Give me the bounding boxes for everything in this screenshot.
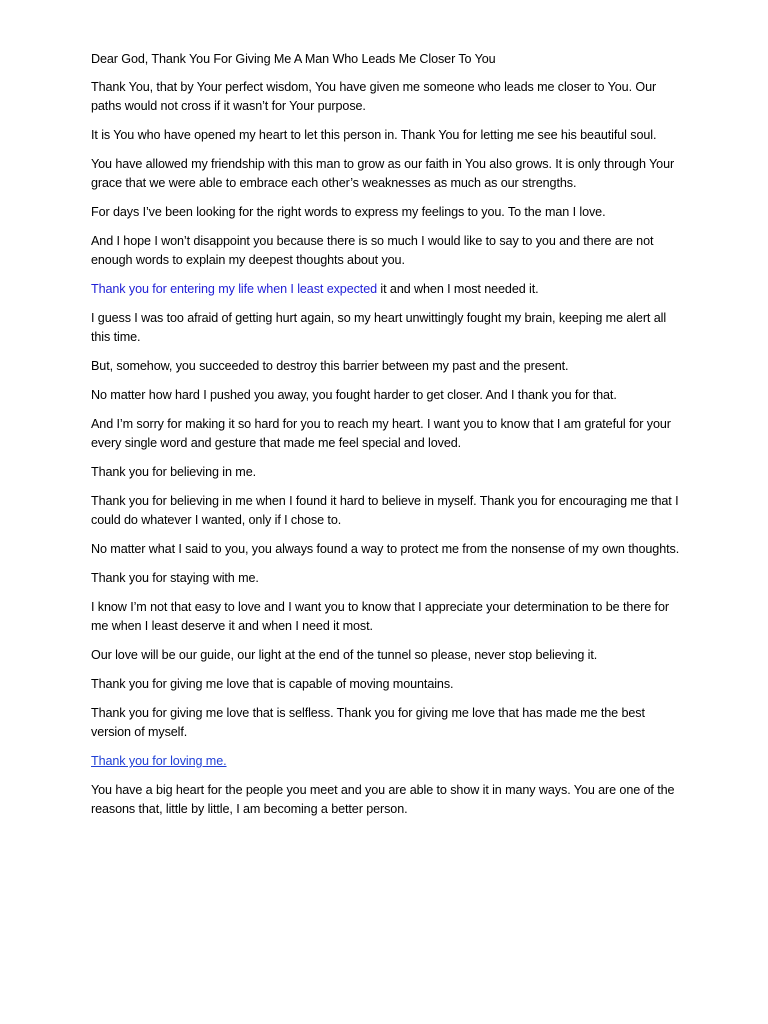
- link-paragraph: [91, 752, 681, 771]
- paragraph: And I hope I won’t disappoint you because there is so much I would like to say to you and there are not enough words to explain my deepest thoughts about you.: [91, 234, 654, 267]
- paragraph: No matter how hard I pushed you away, you fought harder to get closer. And I thank you for that.: [91, 388, 617, 402]
- highlighted-text: Thank you for entering my life when I least expected: [91, 282, 378, 296]
- paragraph: No matter what I said to you, you always found a way to protect me from the nonsense of my own thoughts.: [91, 542, 680, 556]
- paragraph: Thank You, that by Your perfect wisdom, You have given me someone who leads me closer to You. Our paths would not cross if it wasn’t for Your purpose.: [91, 80, 657, 113]
- document-title: Dear God, Thank You For Giving Me A Man Who Leads Me Closer To You: [91, 52, 496, 66]
- paragraph: Thank you for giving me love that is capable of moving mountains.: [91, 677, 454, 691]
- paragraph: Thank you for believing in me.: [91, 465, 257, 479]
- paragraph-rest-text: it and when I most needed it.: [377, 282, 539, 296]
- paragraph: Thank you for giving me love that is selfless. Thank you for giving me love that has made me the best version of myself.: [91, 706, 645, 739]
- paragraph: And I’m sorry for making it so hard for you to reach my heart. I want you to know that I am grateful for your every single word and gesture that made me feel special and loved.: [91, 417, 671, 450]
- loving-me-link[interactable]: Thank you for loving me.: [91, 754, 227, 768]
- final-paragraph: You have a big heart for the people you meet and you are able to show it in many ways. You are one of the reasons that, little by little, I am becoming a better person.: [91, 783, 675, 816]
- paragraph: Our love will be our guide, our light at the end of the tunnel so please, never stop believing it.: [91, 648, 598, 662]
- paragraph: But, somehow, you succeeded to destroy this barrier between my past and the present.: [91, 359, 569, 373]
- paragraph: Thank you for staying with me.: [91, 571, 259, 585]
- highlight-paragraph: [91, 280, 681, 299]
- paragraph: Thank you for believing in me when I found it hard to believe in myself. Thank you for encouraging me that I could do whatever I wanted, only if I chose to.: [91, 494, 679, 527]
- paragraph: I know I’m not that easy to love and I want you to know that I appreciate your determination to be there for me when I least deserve it and when I need it most.: [91, 600, 669, 633]
- paragraph: For days I’ve been looking for the right words to express my feelings to you. To the man I love.: [91, 205, 606, 219]
- paragraph: You have allowed my friendship with this man to grow as our faith in You also grows. It is only through Your grace that we were able to embrace each other’s weaknesses as much as our strengths.: [91, 157, 675, 190]
- document-page: [91, 50, 681, 829]
- paragraph: It is You who have opened my heart to let this person in. Thank You for letting me see his beautiful soul.: [91, 128, 657, 142]
- paragraph: I guess I was too afraid of getting hurt again, so my heart unwittingly fought my brain, keeping me alert all this time.: [91, 311, 667, 344]
